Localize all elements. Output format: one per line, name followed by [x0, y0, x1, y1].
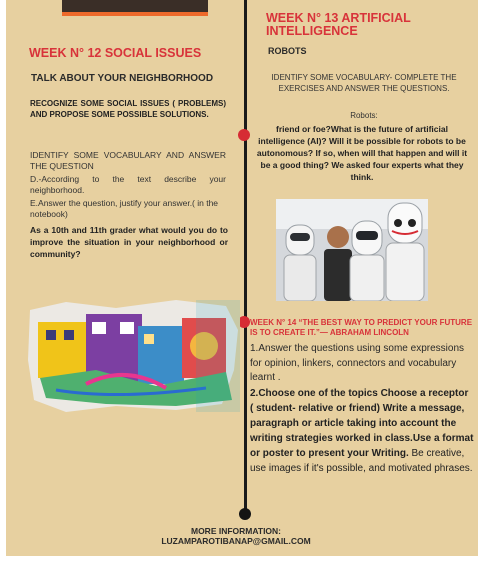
timeline-dot-week13: [238, 129, 250, 141]
week12-title: WEEK N° 12 SOCIAL ISSUES: [29, 46, 202, 60]
week12-recognize: RECOGNIZE SOME SOCIAL ISSUES ( PROBLEMS) AND PROPOSE SOME POSSIBLE SOLUTIONS.: [30, 99, 226, 119]
week14-title: WEEK N° 14 “THE BEST WAY TO PREDICT YOUR FUTURE IS TO CREATE IT.”― ABRAHAM LINCOLN: [250, 318, 473, 337]
robots-illustration: [276, 199, 428, 301]
timeline-end-dot: [239, 508, 251, 520]
footer-more-info: MORE INFORMATION:: [190, 526, 282, 536]
week14-item2-tail: Be creative, use images if it's possible, and motivated phrases.: [250, 448, 473, 474]
week14-item1: 1.Answer the questions using some expressions for opinion, linkers, connectors and vocabulary learnt .: [250, 343, 465, 383]
robots-photo: [276, 199, 428, 301]
week13-title: WEEK N° 13 ARTIFICIAL INTELLIGENCE: [266, 11, 411, 38]
week12-item-d: D.-According to the text describe your neighborhood.: [30, 174, 226, 195]
week13-robots-label: Robots:: [350, 111, 378, 120]
week13-identify: IDENTIFY SOME VOCABULARY- COMPLETE THE EXERCISES AND ANSWER THE QUESTIONS.: [271, 73, 457, 93]
week14-item2-instructions: 2.Choose one of the topics Choose a receptor ( student- relative or friend) Write a message, paragraph or article taking into account the writing strategies worked in class.Use a format or poster to present your Writing.: [250, 388, 474, 459]
street-art-photo: [26, 300, 240, 412]
flyer-page: [6, 0, 478, 556]
week12-question: As a 10th and 11th grader what would you do to improve the situation in your neighborhood or community?: [30, 225, 228, 259]
neighborhood-mural-illustration: [26, 300, 240, 412]
footer-email[interactable]: LUZAMPAROTIBANAP@GMAIL.COM: [161, 536, 311, 546]
week14-item2: [250, 386, 474, 476]
week12-item-e: E.Answer the question, justify your answer.( in the notebook): [30, 198, 219, 219]
top-photo-strip: [62, 0, 208, 16]
week13-subtitle: ROBOTS: [268, 46, 307, 56]
week12-subtitle: TALK ABOUT YOUR NEIGHBORHOOD: [31, 73, 214, 84]
timeline-line: [244, 0, 247, 516]
week13-question: friend or foe?What is the future of artificial intelligence (AI)? Will it be possible for robots to be autonomous? If so, when will that happen and will it be a good thing? We asked four experts what they think.: [256, 124, 468, 182]
week12-identify: IDENTIFY SOME VOCABULARY AND ANSWER THE QUESTION: [30, 150, 226, 171]
